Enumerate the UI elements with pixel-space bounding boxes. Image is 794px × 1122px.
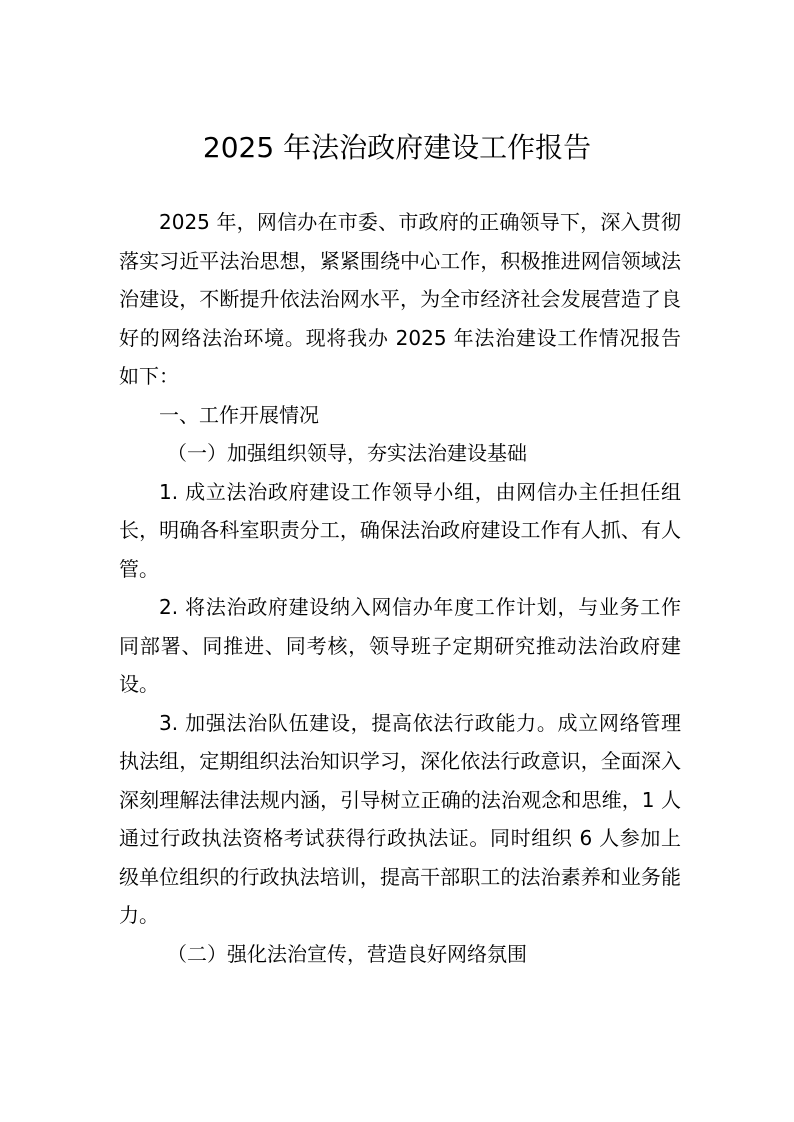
section-heading-work-status: 一、工作开展情况 xyxy=(159,402,319,427)
subsection-heading-publicity: （二）强化法治宣传，营造良好网络氛围 xyxy=(167,941,527,966)
list-item-annual-plan: 2. 将法治政府建设纳入网信办年度工作计划，与业务工作同部署、同推进、同考核，领导班子定期研究推动法治政府建设。 xyxy=(119,595,681,696)
list-item-leading-group: 1. 成立法治政府建设工作领导小组，由网信办主任担任组长，明确各科室职责分工，确保法治政府建设工作有人抓、有人管。 xyxy=(119,479,681,581)
subsection-heading-organization: （一）加强组织领导，夯实法治建设基础 xyxy=(167,441,527,465)
document-title: 2025 年法治政府建设工作报告 xyxy=(202,131,592,164)
list-item-team-building: 3. 加强法治队伍建设，提高依法行政能力。成立网络管理执法组，定期组织法治知识学习，深化依法行政意识，全面深入深刻理解法律法规内涵，引导树立正确的法治观念和思维，1 人通过行政执法资格考试获得行政执法证。同时组织 6 人参加上级单位组织的行政执法培训，提高干部职工的法治素养和业务能力。 xyxy=(119,710,681,927)
document-body xyxy=(119,203,681,973)
intro-paragraph: 2025 年，网信办在市委、市政府的正确领导下，深入贯彻落实习近平法治思想，紧紧围绕中心工作，积极推进网信领域法治建设，不断提升依法治网水平，为全市经济社会发展营造了良好的网络法治环境。现将我办 2025 年法治建设工作情况报告如下： xyxy=(119,210,681,388)
